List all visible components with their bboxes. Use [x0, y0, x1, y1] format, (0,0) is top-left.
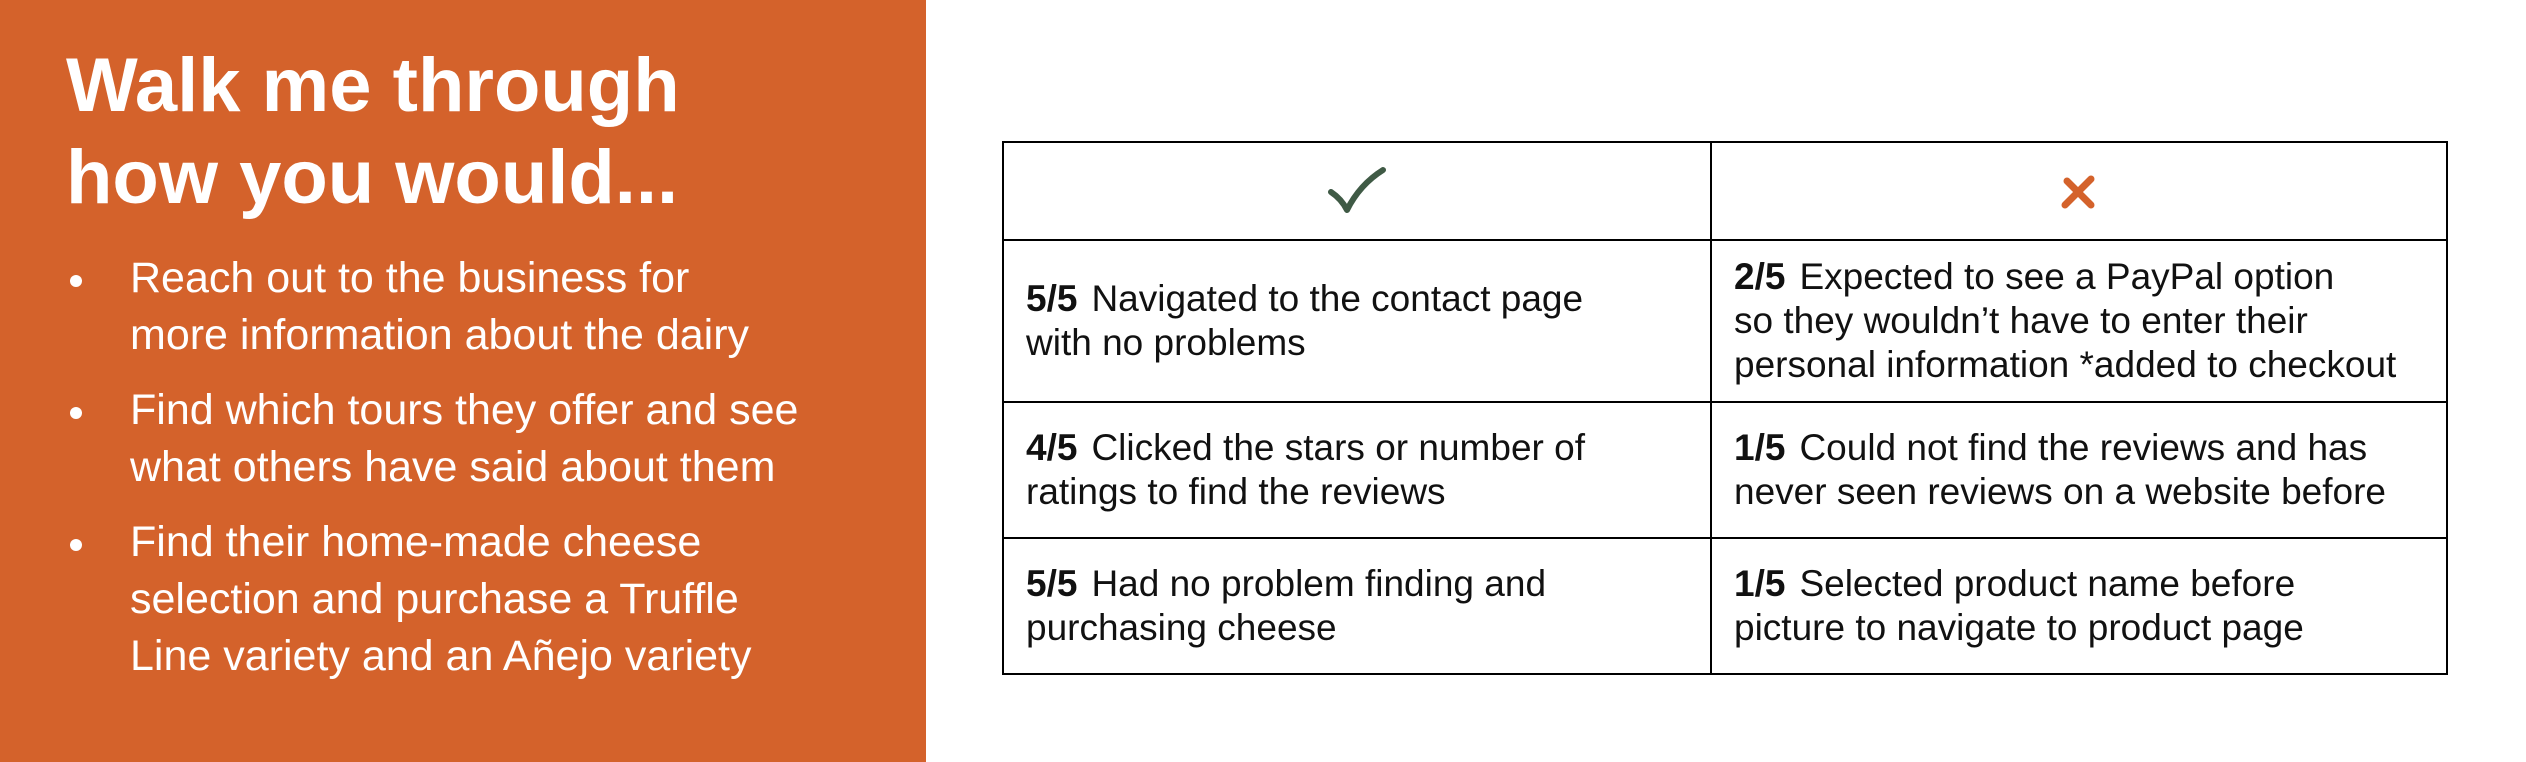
task-item — [66, 382, 906, 496]
bullet-dot-icon — [70, 275, 82, 287]
failure-cell — [1711, 402, 2447, 538]
task-item — [66, 250, 906, 364]
task-text: what others have said about them — [130, 443, 776, 491]
cell-text: ratings to find the reviews — [1026, 471, 1446, 512]
results-table — [1002, 141, 2448, 675]
success-cell — [1003, 240, 1711, 402]
cell-text: with no problems — [1026, 322, 1306, 363]
task-text: more information about the dairy — [130, 311, 750, 359]
heading-line: how you would... — [66, 135, 679, 220]
cell-text: purchasing cheese — [1026, 607, 1337, 648]
checkmark-icon — [1327, 166, 1387, 216]
cell-first-line — [1026, 426, 1710, 470]
cell-first-line — [1734, 255, 2446, 299]
task-text: Reach out to the business for — [130, 254, 690, 302]
bullet-dot-icon — [70, 407, 82, 419]
table-row — [1003, 402, 2447, 538]
task-text: Line variety and an Añejo variety — [130, 632, 752, 680]
cell-first-line — [1734, 562, 2446, 606]
success-column-header — [1003, 142, 1711, 240]
table-row — [1003, 240, 2447, 402]
table-header-row — [1003, 142, 2447, 240]
x-mark-icon — [2059, 173, 2099, 213]
cell-text: never seen reviews on a website before — [1734, 471, 2386, 512]
score-badge: 5/5 — [1026, 278, 1078, 319]
bullet-dot-icon — [70, 539, 82, 551]
cell-text: personal information *added to checkout — [1734, 344, 2397, 385]
score-badge: 2/5 — [1734, 256, 1786, 297]
slide-heading — [66, 40, 680, 224]
cell-text: so they wouldn’t have to enter their — [1734, 300, 2308, 341]
task-item — [66, 514, 906, 685]
failure-cell — [1711, 538, 2447, 674]
task-list — [66, 250, 906, 703]
success-cell — [1003, 538, 1711, 674]
task-text: selection and purchase a Truffle — [130, 575, 739, 623]
cell-text: Selected product name before — [1799, 563, 2296, 604]
cell-first-line — [1026, 562, 1710, 606]
prompt-panel — [0, 0, 926, 762]
cell-text: picture to navigate to product page — [1734, 607, 2304, 648]
cell-text: Could not find the reviews and has — [1799, 427, 2368, 468]
success-cell — [1003, 402, 1711, 538]
score-badge: 1/5 — [1734, 563, 1786, 604]
cell-first-line — [1734, 426, 2446, 470]
cell-text: Clicked the stars or number of — [1091, 427, 1585, 468]
table-row — [1003, 538, 2447, 674]
task-text: Find their home-made cheese — [130, 518, 702, 566]
score-badge: 4/5 — [1026, 427, 1078, 468]
cell-text: Expected to see a PayPal option — [1799, 256, 2335, 297]
score-badge: 5/5 — [1026, 563, 1078, 604]
score-badge: 1/5 — [1734, 427, 1786, 468]
failure-cell — [1711, 240, 2447, 402]
heading-line: Walk me through — [66, 43, 680, 128]
failure-column-header — [1711, 142, 2447, 240]
cell-first-line — [1026, 277, 1710, 321]
task-text: Find which tours they offer and see — [130, 386, 799, 434]
cell-text: Navigated to the contact page — [1091, 278, 1584, 319]
cell-text: Had no problem finding and — [1091, 563, 1547, 604]
